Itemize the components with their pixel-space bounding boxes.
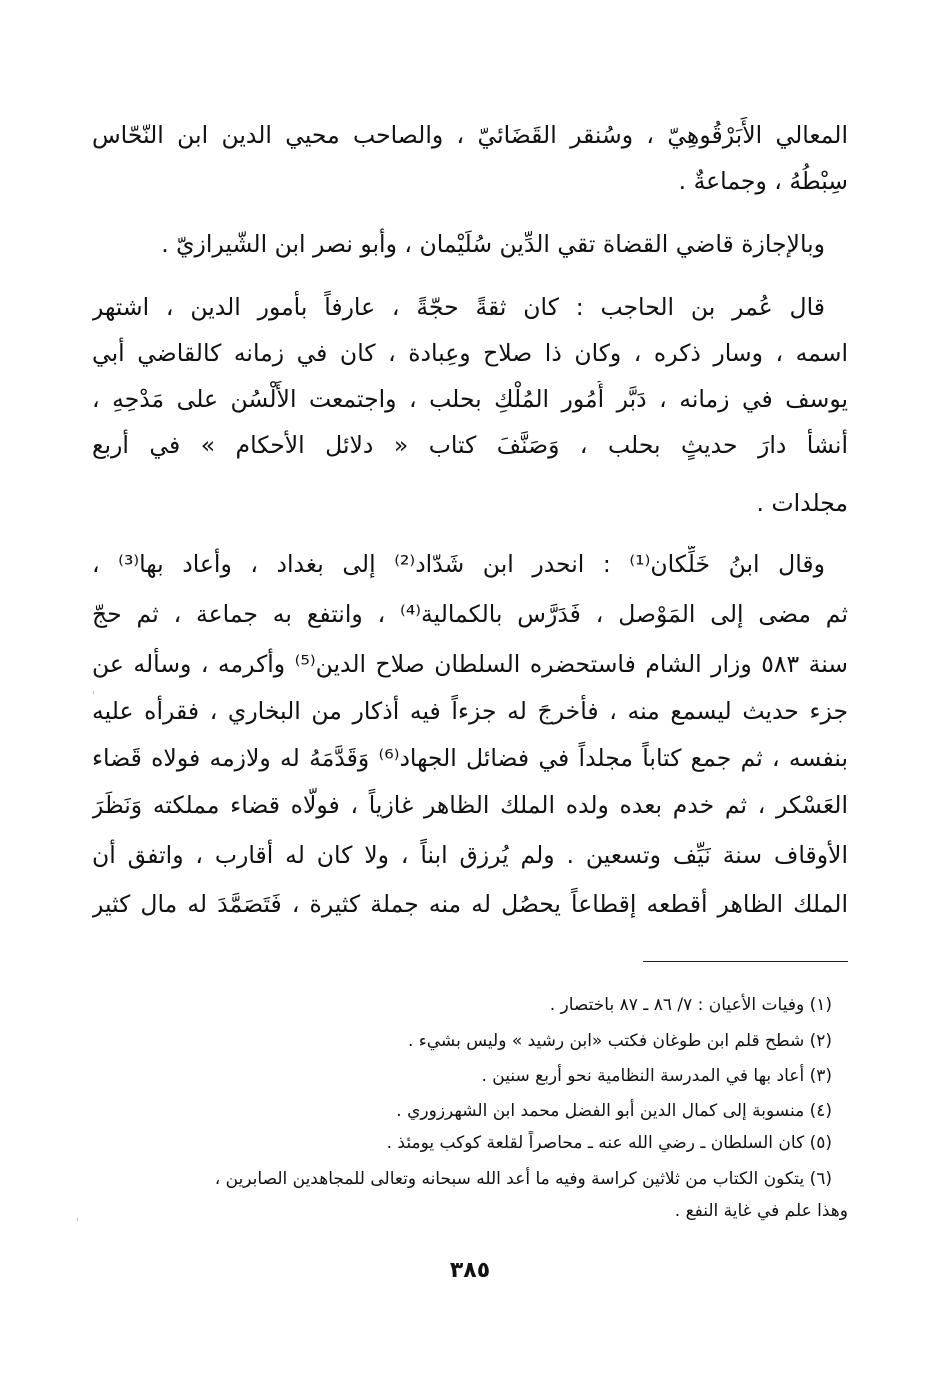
scan-mark: [77, 1218, 78, 1221]
page-number: ٣٨٥: [449, 1258, 491, 1283]
body-line-2: سِبْطُهُ ، وجماعةٌ .: [678, 167, 848, 195]
body-line-5: اسمه ، وسار ذكره ، وكان ذا صلاح وعِبادة ، كان في زمانه كالقاضي أبي: [92, 339, 848, 367]
footnote-5: (٥) كان السلطان ـ رضي الله عنه ـ محاصراً لقلعة كوكب يومئذ .: [386, 1133, 832, 1153]
body-line-15: الأوقاف سنة نَيِّف وتسعين . ولم يُرزق ابناً ، ولا كان له أقارب ، واتفق أن: [92, 841, 848, 869]
body-line-3: وبالإجازة قاضي القضاة تقي الدِّين سُلَيْمان ، وأبو نصر ابن الشّيرازيّ .: [161, 230, 825, 258]
footnote-6: (٦) يتكون الكتاب من ثلاثين كراسة وفيه ما أعد الله سبحانه وتعالى للمجاهدين الصابرين ،: [214, 1169, 832, 1189]
scan-mark: [93, 691, 94, 694]
body-line-16: الملك الظاهر أقطعه إقطاعاً يحصُل له منه جملة كثيرة ، فَتَصَمَّدَ له مال كثير: [92, 890, 848, 918]
body-line-14: العَسْكر ، ثم خدم بعده ولده الملك الظاهر غازياً ، فولّاه قضاء مملكته وَنَظَرَ: [92, 791, 848, 819]
footnote-2: (٢) شطح قلم ابن طوغان فكتب «ابن رشيد » وليس بشيء .: [407, 1031, 832, 1051]
footnote-3: (٣) أعاد بها في المدرسة النظامية نحو أربع سنين .: [481, 1066, 832, 1086]
footnote-6-continued: وهذا علم في غاية النفع .: [674, 1201, 848, 1221]
body-line-12: جزء حديث ليسمع منه ، فأخرجَ له جزءاً فيه أذكار من البخاري ، فقرأه عليه: [92, 697, 848, 725]
body-line-10: ثم مضى إلى المَوْصل ، فَدَرَّس بالكمالية⁽⁴⁾ ، وانتفع به جماعة ، ثم حجّ: [92, 600, 848, 628]
body-line-1: المعالي الأَبَرْقُوهِيّ ، وسُنقر القَضَائيّ ، والصاحب محيي الدين ابن النّحّاس: [92, 121, 848, 149]
body-line-13: بنفسه ، ثم جمع كتاباً مجلداً في فضائل الجهاد⁽⁶⁾ وَقَدَّمَهُ له ولازمه فولاه قَضاء: [92, 744, 848, 772]
body-line-9: وقال ابنُ خَلِّكان⁽¹⁾ : انحدر ابن شَدّاد⁽²⁾ إلى بغداد ، وأعاد بها⁽³⁾ ،: [92, 550, 825, 578]
body-line-6: يوسف في زمانه ، دَبَّر أُمُور المُلْكِ بحلب ، واجتمعت الأَلْسُن على مَدْحِهِ ،: [92, 385, 848, 413]
body-line-11: سنة ٥٨٣ وزار الشام فاستحضره السلطان صلاح الدين⁽⁵⁾ وأكرمه ، وسأله عن: [92, 650, 848, 678]
footnote-1: (١) وفيات الأعيان : ٧/ ٨٦ ـ ٨٧ باختصار .: [549, 995, 832, 1015]
footnote-separator: [643, 961, 848, 962]
footnote-4: (٤) منسوبة إلى كمال الدين أبو الفضل محمد ابن الشهرزوري .: [396, 1101, 832, 1121]
body-line-8: مجلدات .: [756, 489, 848, 517]
body-line-7: أنشأ دارَ حديثٍ بحلب ، وَصَنَّفَ كتاب « دلائل الأحكام » في أربع: [92, 431, 848, 459]
body-line-4: قال عُمر بن الحاجب : كان ثقةً حجّةً ، عارفاً بأمور الدين ، اشتهر: [92, 293, 825, 321]
